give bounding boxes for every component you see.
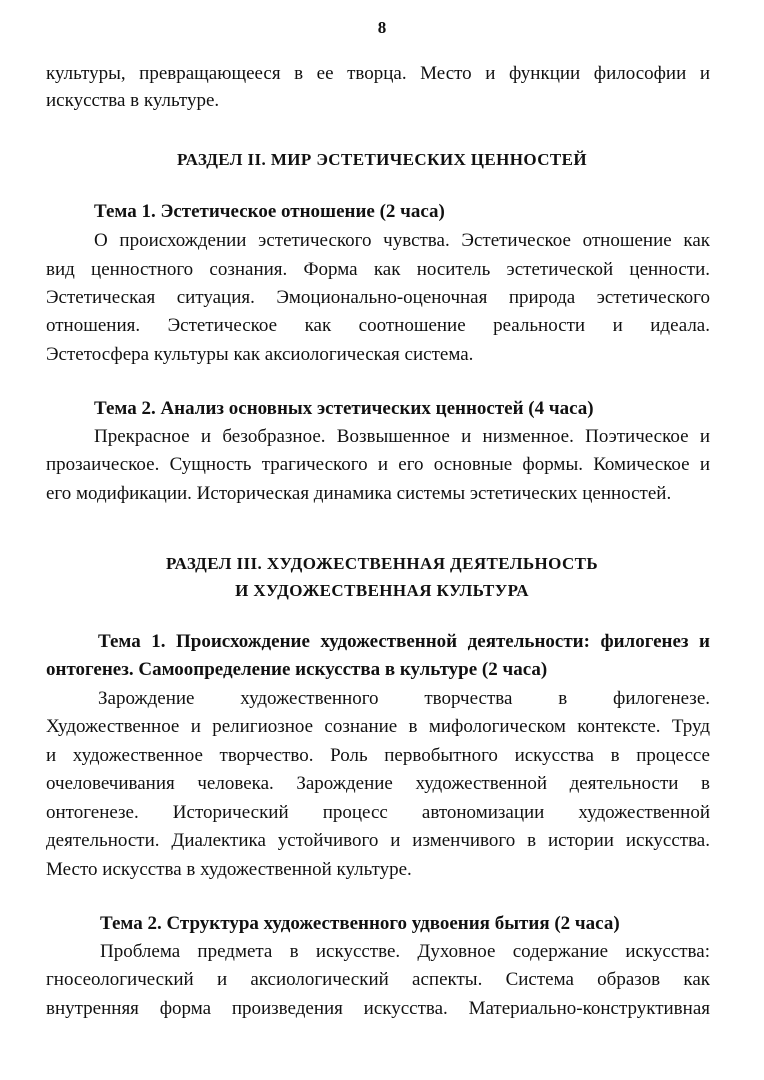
section-3-topic-1-heading: Тема 1. Происхождение художественной деятельности: филогенез и bbox=[98, 631, 710, 652]
section-3-heading: И ХУДОЖЕСТВЕННАЯ КУЛЬТУРА bbox=[235, 581, 529, 600]
text-line: прозаическое. Сущность трагического и его основные формы. Комическое и bbox=[46, 454, 710, 475]
text-line: Проблема предмета в искусстве. Духовное содержание искусства: bbox=[100, 941, 710, 962]
section-2-heading: РАЗДЕЛ II. МИР ЭСТЕТИЧЕСКИХ ЦЕННОСТЕЙ bbox=[177, 150, 587, 169]
section-3-topic-2-heading: Тема 2. Структура художественного удвоения бытия (2 часа) bbox=[100, 913, 620, 934]
text-line: культуры, превращающееся в ее творца. Место и функции философии и bbox=[46, 63, 710, 84]
text-line: Зарождение художественного творчества в филогенезе. bbox=[98, 688, 710, 709]
text-line: гносеологический и аксиологический аспекты. Система образов как bbox=[46, 969, 710, 990]
page-number: 8 bbox=[377, 18, 387, 37]
section-3-heading: РАЗДЕЛ III. ХУДОЖЕСТВЕННАЯ ДЕЯТЕЛЬНОСТЬ bbox=[165, 554, 599, 573]
text-line: Эстетическая ситуация. Эмоционально-оценочная природа эстетического bbox=[46, 287, 710, 308]
text-line: Эстетосфера культуры как аксиологическая система. bbox=[46, 344, 474, 365]
text-line: деятельности. Диалектика устойчивого и изменчивого в истории искусства. bbox=[46, 830, 710, 851]
text-line: внутренняя форма произведения искусства. Материально-конструктивная bbox=[46, 998, 710, 1019]
text-line: онтогенезе. Исторический процесс автономизации художественной bbox=[46, 802, 710, 823]
text-line: отношения. Эстетическое как соотношение реальности и идеала. bbox=[46, 315, 710, 336]
text-line: искусства в культуре. bbox=[46, 90, 220, 111]
text-line: его модификации. Историческая динамика системы эстетических ценностей. bbox=[46, 483, 672, 504]
text-line: Прекрасное и безобразное. Возвышенное и низменное. Поэтическое и bbox=[94, 426, 710, 447]
text-line: и художественное творчество. Роль первобытного искусства в процессе bbox=[46, 745, 710, 766]
text-line: Художественное и религиозное сознание в мифологическом контексте. Труд bbox=[46, 716, 710, 737]
text-line: очеловечивания человека. Зарождение художественной деятельности в bbox=[46, 773, 710, 794]
text-line: вид ценностного сознания. Форма как носитель эстетической ценности. bbox=[46, 259, 710, 280]
text-line: О происхождении эстетического чувства. Эстетическое отношение как bbox=[94, 230, 710, 251]
section-2-topic-2-heading: Тема 2. Анализ основных эстетических ценностей (4 часа) bbox=[94, 398, 594, 419]
section-2-topic-1-heading: Тема 1. Эстетическое отношение (2 часа) bbox=[94, 201, 445, 222]
text-line: Место искусства в художественной культуре. bbox=[46, 859, 412, 880]
section-3-topic-1-heading: онтогенез. Самоопределение искусства в культуре (2 часа) bbox=[46, 659, 548, 680]
